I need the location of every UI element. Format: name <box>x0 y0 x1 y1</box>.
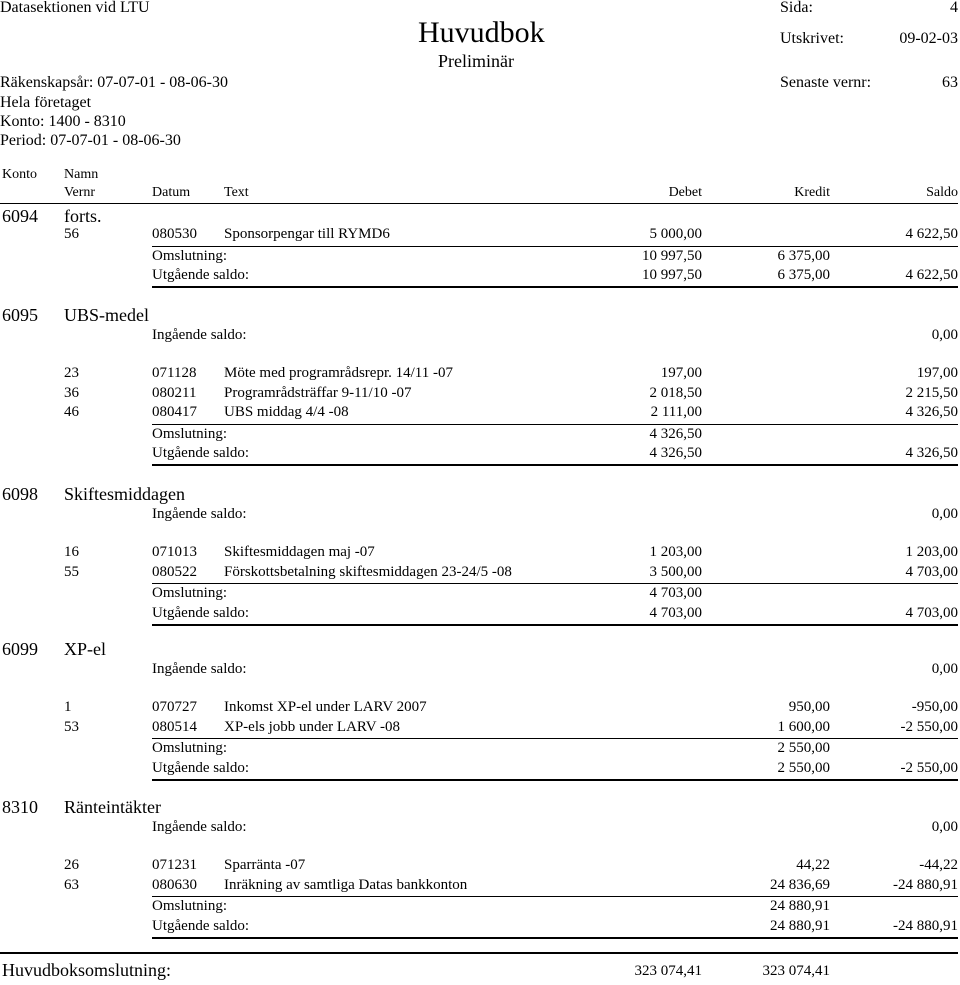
entry-saldo: 4 622,50 <box>905 226 958 242</box>
entry-date: 071128 <box>152 365 197 381</box>
entry-vernr: 56 <box>64 226 79 242</box>
entry-vernr: 53 <box>64 718 79 735</box>
account-name: Skiftesmiddagen <box>64 484 185 504</box>
turnover-debet: 10 997,50 <box>642 247 702 264</box>
closing-debet: 4 326,50 <box>649 445 702 461</box>
entry-date: 070727 <box>152 699 197 715</box>
entry-vernr: 55 <box>64 563 79 580</box>
entry-text: Förskottsbetalning skiftesmiddagen 23-24/5 -08 <box>224 563 512 580</box>
entry-text: UBS middag 4/4 -08 <box>224 404 349 420</box>
closing-rule <box>152 286 958 288</box>
entry-date: 080522 <box>152 563 197 580</box>
printed-date: 09-02-03 <box>899 30 958 47</box>
opening-balance-value: 0,00 <box>931 661 958 677</box>
turnover-kredit: 24 880,91 <box>770 898 830 914</box>
entry-text: Inkomst XP-el under LARV 2007 <box>224 699 427 715</box>
opening-balance-label: Ingående saldo: <box>152 506 247 522</box>
entry-vernr: 63 <box>64 876 79 893</box>
entry-text: Sparränta -07 <box>224 857 306 873</box>
entry-text: Inräkning av samtliga Datas bankkonton <box>224 876 468 893</box>
entry-saldo: 4 703,00 <box>905 563 958 580</box>
entry-debet: 197,00 <box>660 365 702 381</box>
turnover-label: Omslutning: <box>152 425 228 442</box>
entry-vernr: 16 <box>64 544 79 560</box>
account-number: 6095 <box>2 305 38 325</box>
entry-text: Skiftesmiddagen maj -07 <box>224 544 375 560</box>
closing-kredit: 24 880,91 <box>770 917 830 934</box>
turnover-debet: 4 703,00 <box>649 585 702 601</box>
entry-vernr: 46 <box>64 404 79 420</box>
last-vernr-label: Senaste vernr: <box>780 74 872 91</box>
org-name: Datasektionen vid LTU <box>0 0 150 16</box>
opening-balance-value: 0,00 <box>931 819 958 835</box>
turnover-label: Omslutning: <box>152 585 228 601</box>
closing-balance-label: Utgående saldo: <box>152 917 250 934</box>
closing-balance-label: Utgående saldo: <box>152 604 250 621</box>
entry-vernr: 23 <box>64 365 79 381</box>
entry-saldo: -2 550,00 <box>900 718 958 735</box>
entry-date: 080630 <box>152 876 197 893</box>
entry-kredit: 44,22 <box>796 857 830 873</box>
col-vernr: Vernr <box>64 185 96 200</box>
account-name: forts. <box>64 206 102 226</box>
closing-kredit: 2 550,00 <box>777 759 830 776</box>
entry-kredit: 24 836,69 <box>770 876 830 893</box>
fiscal-year: Räkenskapsår: 07-07-01 - 08-06-30 <box>0 74 228 91</box>
opening-balance-value: 0,00 <box>931 506 958 522</box>
entry-debet: 5 000,00 <box>649 226 702 242</box>
closing-rule <box>152 937 958 939</box>
grand-total-label: Huvudboksomslutning: <box>2 960 172 980</box>
turnover-rule <box>152 896 958 897</box>
account-range: Konto: 1400 - 8310 <box>0 113 126 130</box>
turnover-label: Omslutning: <box>152 247 228 264</box>
entry-saldo: 197,00 <box>916 365 958 381</box>
closing-kredit: 6 375,00 <box>777 267 830 283</box>
entry-date: 071231 <box>152 857 197 873</box>
turnover-kredit: 6 375,00 <box>777 247 830 264</box>
company-scope: Hela företaget <box>0 94 92 111</box>
account-name: XP-el <box>64 639 106 659</box>
entry-debet: 2 018,50 <box>649 384 702 401</box>
turnover-label: Omslutning: <box>152 898 228 914</box>
entry-date: 080211 <box>152 384 197 401</box>
page-label: Sida: <box>780 0 813 16</box>
entry-date: 071013 <box>152 544 197 560</box>
report-subtitle: Preliminär <box>438 51 514 71</box>
grand-total-kredit: 323 074,41 <box>762 963 830 979</box>
entry-vernr: 36 <box>64 384 79 401</box>
account-number: 8310 <box>2 797 38 817</box>
entry-saldo: 2 215,50 <box>905 384 958 401</box>
turnover-rule <box>152 424 958 425</box>
account-number: 6099 <box>2 639 38 659</box>
account-name: UBS-medel <box>64 305 149 325</box>
entry-date: 080417 <box>152 404 197 420</box>
printed-label: Utskrivet: <box>780 30 844 47</box>
entry-vernr: 26 <box>64 857 79 873</box>
col-datum: Datum <box>152 185 191 200</box>
entry-kredit: 950,00 <box>788 699 830 715</box>
column-header-rule <box>0 203 958 204</box>
closing-saldo: 4 622,50 <box>905 267 958 283</box>
closing-debet: 4 703,00 <box>649 604 702 621</box>
entry-debet: 1 203,00 <box>649 544 702 560</box>
grand-total-debet: 323 074,41 <box>634 963 702 979</box>
col-namn: Namn <box>64 167 99 182</box>
closing-rule <box>152 464 958 466</box>
turnover-rule <box>152 738 958 739</box>
closing-balance-label: Utgående saldo: <box>152 267 250 283</box>
closing-saldo: 4 326,50 <box>905 445 958 461</box>
grand-total-rule <box>0 952 958 954</box>
closing-rule <box>152 624 958 626</box>
opening-balance-value: 0,00 <box>931 327 958 343</box>
col-text: Text <box>224 185 249 200</box>
entry-debet: 3 500,00 <box>649 563 702 580</box>
turnover-debet: 4 326,50 <box>649 425 702 442</box>
entry-vernr: 1 <box>64 699 72 715</box>
entry-saldo: -950,00 <box>911 699 958 715</box>
account-number: 6098 <box>2 484 38 504</box>
entry-saldo: 1 203,00 <box>905 544 958 560</box>
entry-saldo: -24 880,91 <box>893 876 958 893</box>
opening-balance-label: Ingående saldo: <box>152 661 247 677</box>
col-konto: Konto <box>2 167 37 182</box>
period-range: Period: 07-07-01 - 08-06-30 <box>0 132 181 149</box>
entry-saldo: 4 326,50 <box>905 404 958 420</box>
report-title: Huvudbok <box>418 16 545 49</box>
turnover-rule <box>152 246 958 247</box>
opening-balance-label: Ingående saldo: <box>152 819 247 835</box>
closing-balance-label: Utgående saldo: <box>152 759 250 776</box>
closing-saldo: -2 550,00 <box>900 759 958 776</box>
opening-balance-label: Ingående saldo: <box>152 327 247 343</box>
col-saldo: Saldo <box>926 185 958 200</box>
turnover-rule <box>152 583 958 584</box>
entry-saldo: -44,22 <box>919 857 958 873</box>
page-number: 4 <box>950 0 958 16</box>
entry-text: Möte med programrådsrepr. 14/11 -07 <box>224 365 453 381</box>
closing-rule <box>152 779 958 781</box>
account-name: Ränteintäkter <box>64 797 161 817</box>
entry-debet: 2 111,00 <box>650 404 702 420</box>
closing-debet: 10 997,50 <box>642 267 702 283</box>
col-kredit: Kredit <box>794 185 830 200</box>
entry-kredit: 1 600,00 <box>777 718 830 735</box>
turnover-label: Omslutning: <box>152 740 228 756</box>
entry-text: Programrådsträffar 9-11/10 -07 <box>224 384 412 401</box>
entry-date: 080514 <box>152 718 197 735</box>
col-debet: Debet <box>668 185 702 200</box>
turnover-kredit: 2 550,00 <box>777 740 830 756</box>
entry-date: 080530 <box>152 226 197 242</box>
account-number: 6094 <box>2 206 38 226</box>
closing-saldo: 4 703,00 <box>905 604 958 621</box>
entry-text: XP-els jobb under LARV -08 <box>224 718 401 735</box>
last-vernr-value: 63 <box>942 74 958 91</box>
closing-saldo: -24 880,91 <box>893 917 958 934</box>
entry-text: Sponsorpengar till RYMD6 <box>224 226 390 242</box>
closing-balance-label: Utgående saldo: <box>152 445 250 461</box>
